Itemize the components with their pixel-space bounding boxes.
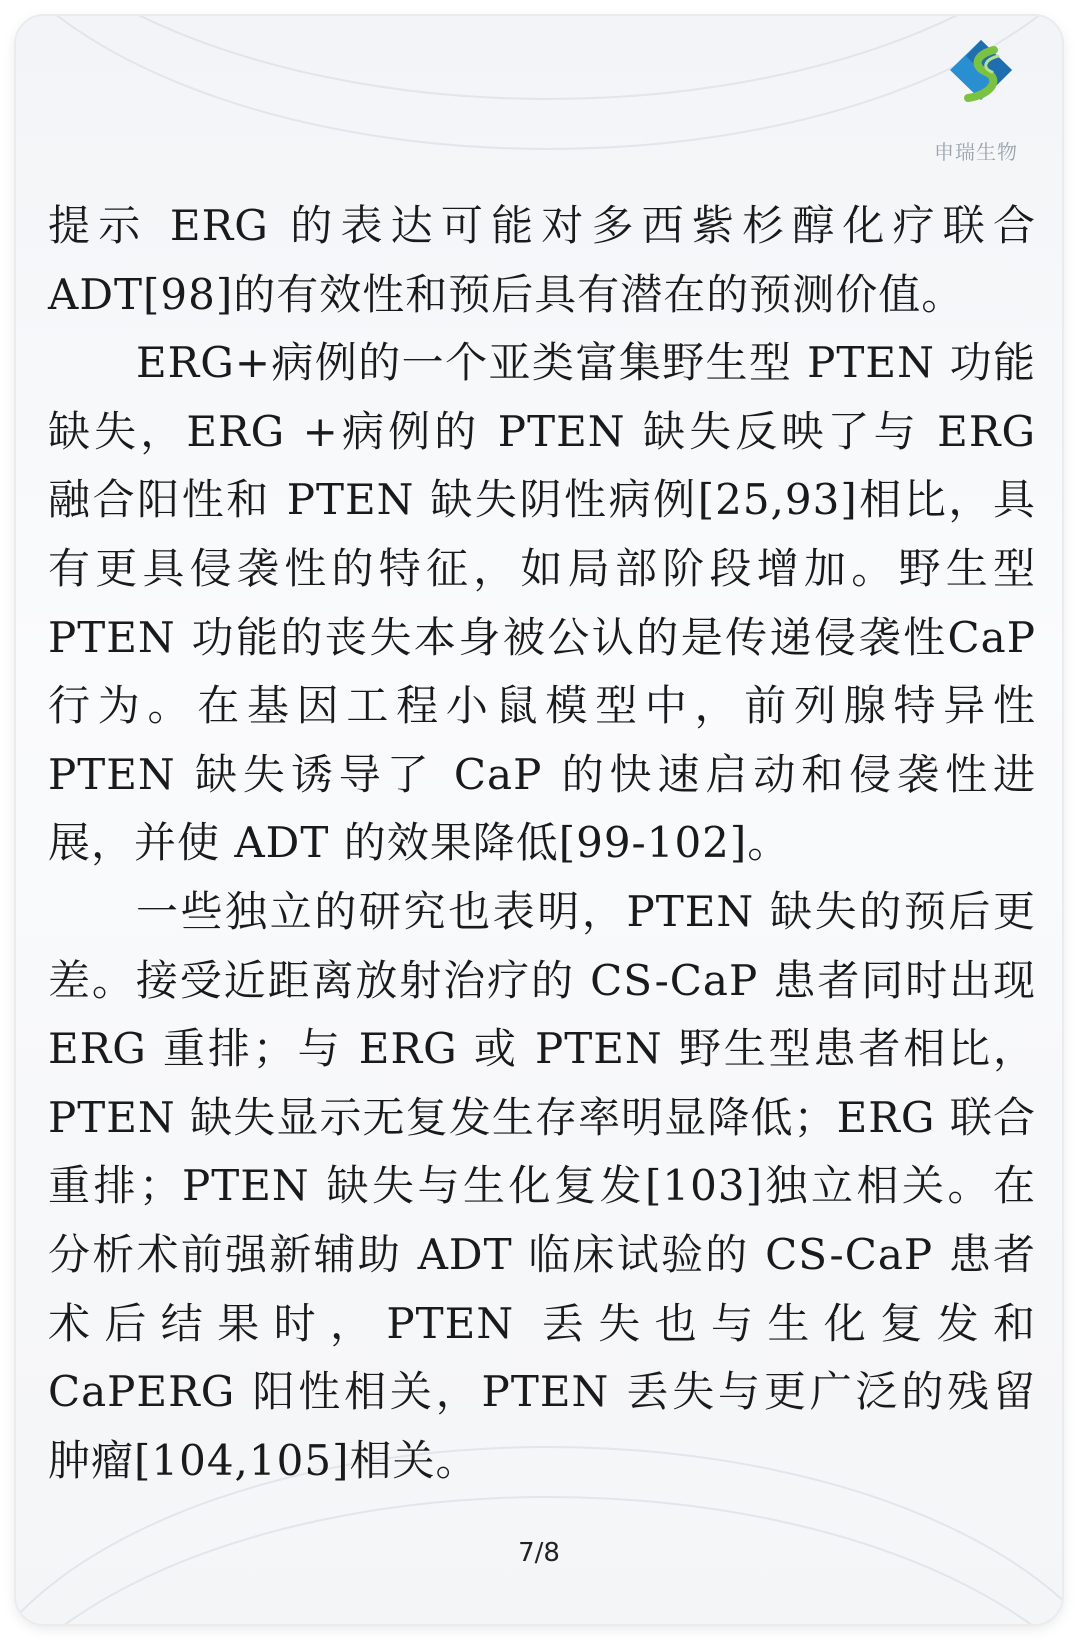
- company-logo: [916, 36, 1036, 166]
- paragraph: 提示 ERG 的表达可能对多西紫杉醇化疗联合 ADT[98]的有效性和预后具有潜在的预测价值。: [48, 201, 1036, 319]
- shenrui-logo-icon: [946, 36, 1016, 108]
- logo-text: 申瑞生物: [934, 140, 1018, 164]
- paragraph: ERG+病例的一个亚类富集野生型 PTEN 功能缺失，ERG +病例的 PTEN 缺失反映了与 ERG 融合阳性和 PTEN 缺失阴性病例[25,93]相比，具有更具侵袭性的特征，如局部阶段增加。野生型 PTEN 功能的丧失本身被公认的是传递侵袭性CaP 行为。在基因工程小鼠模型中，前列腺特异性 PTEN 缺失诱导了 CaP 的快速启动和侵袭性进展，并使 ADT 的效果降低[99-102]。: [48, 338, 1036, 868]
- page-number: 7/8: [518, 1538, 560, 1568]
- article-body: [48, 192, 1036, 1495]
- background-wave: [16, 16, 1062, 150]
- paragraph: 一些独立的研究也表明，PTEN 缺失的预后更差。接受近距离放射治疗的 CS-CaP 患者同时出现 ERG 重排；与 ERG 或 PTEN 野生型患者相比，PTEN 缺失显示无复发生存率明显降低；ERG 联合重排；PTEN 缺失与生化复发[103]独立相关。在分析术前强新辅助 ADT 临床试验的 CS-CaP 患者术后结果时，PTEN 丢失也与生化复发和 CaPERG 阳性相关，PTEN 丢失与更广泛的残留肿瘤[104,105]相关。: [48, 886, 1036, 1485]
- background-wave: [16, 16, 1062, 100]
- document-page: [16, 16, 1062, 1624]
